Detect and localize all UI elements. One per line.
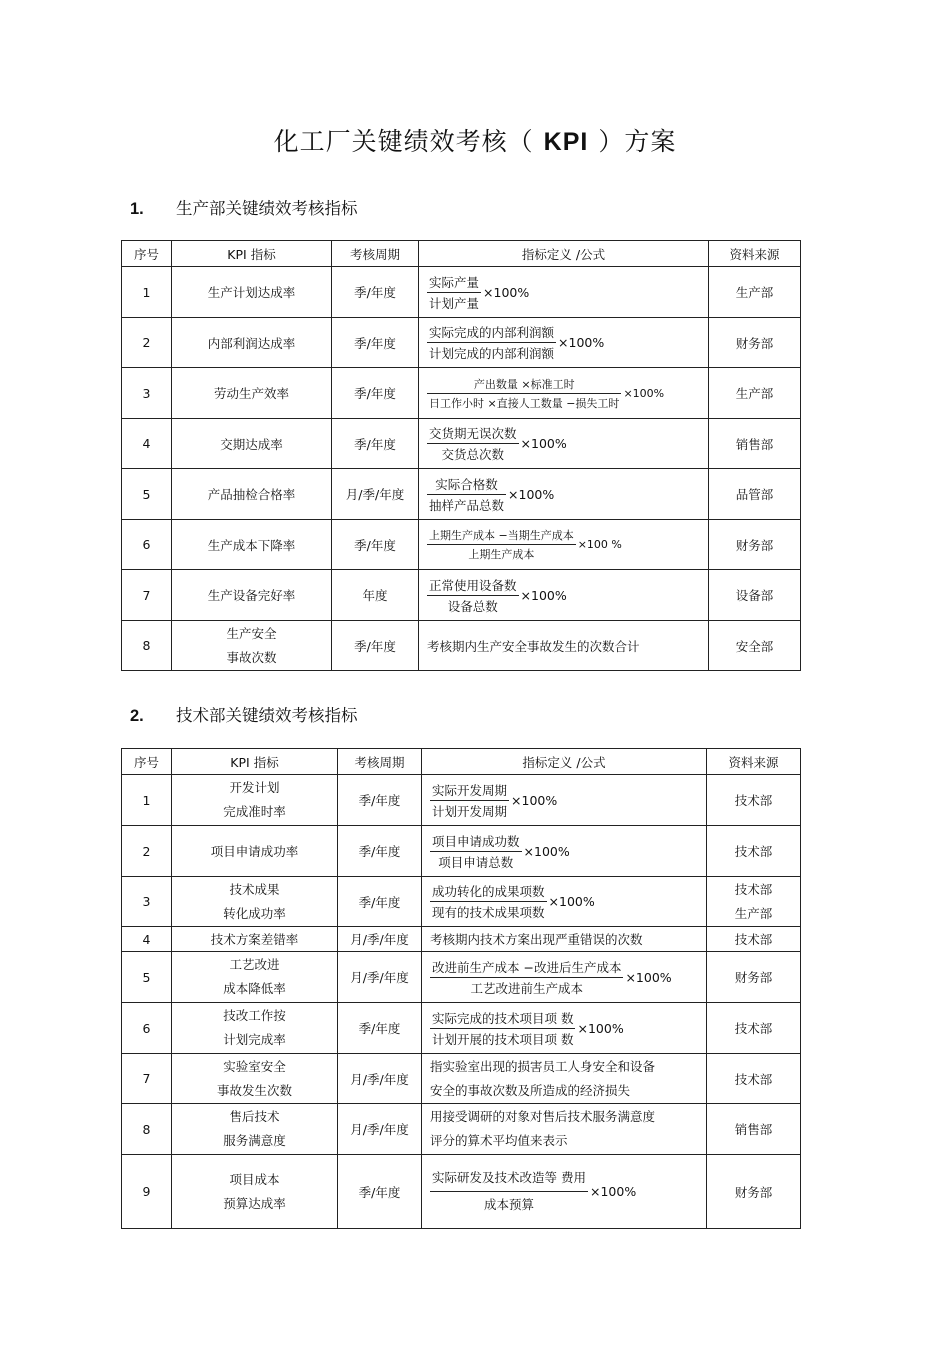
row-no: 8: [122, 621, 172, 671]
kpi-name: [172, 1054, 338, 1104]
kpi-cycle: 季/年度: [338, 775, 422, 826]
kpi-source: 技术部: [707, 1054, 801, 1104]
kpi-formula: [419, 469, 709, 520]
formula-multiplier: ×100%: [623, 386, 665, 400]
kpi-name-line1: 工艺改进: [229, 957, 280, 972]
kpi-name-line2: 事故发生次数: [216, 1082, 292, 1098]
row-no: 6: [122, 1003, 172, 1054]
formula-multiplier: ×100%: [625, 969, 672, 985]
table-row: [122, 621, 801, 671]
formula-denominator: 项目申请总数: [438, 854, 514, 870]
kpi-name: 生产计划达成率: [172, 267, 332, 318]
kpi-definition: [422, 1104, 707, 1155]
kpi-source: 技术部: [707, 775, 801, 826]
formula-denominator: 计划完成的内部利润额: [429, 346, 555, 361]
table-row: [122, 775, 801, 826]
kpi-formula: [422, 1003, 707, 1054]
kpi-cycle: 月/季/年度: [338, 1054, 422, 1104]
formula-multiplier: ×100%: [577, 1020, 624, 1036]
table-row: [122, 570, 801, 621]
kpi-formula: [419, 318, 709, 368]
kpi-cycle: 年度: [332, 570, 419, 621]
kpi-name: 技术方案差错率: [172, 927, 338, 952]
kpi-formula: [422, 952, 707, 1003]
row-no: 1: [122, 775, 172, 826]
kpi-name-line1: 售后技术: [229, 1109, 280, 1124]
row-no: 7: [122, 1054, 172, 1104]
header-no: 序号: [122, 749, 172, 775]
kpi-formula: [422, 1155, 707, 1229]
kpi-source: 财务部: [707, 952, 801, 1003]
formula-denominator: 成本预算: [483, 1197, 534, 1212]
formula-multiplier: ×100 %: [577, 538, 622, 551]
formula-numerator: 成功转化的成果项数: [430, 882, 547, 902]
kpi-source: 设备部: [709, 570, 801, 621]
kpi-name-line1: 生产安全: [226, 625, 277, 641]
kpi-name: [172, 952, 338, 1003]
table-row: [122, 267, 801, 318]
row-no: 1: [122, 267, 172, 318]
header-source: 资料来源: [709, 241, 801, 267]
kpi-cycle: 月/季/年度: [338, 1104, 422, 1155]
kpi-cycle: 季/年度: [338, 826, 422, 877]
kpi-source: 品管部: [709, 469, 801, 520]
kpi-source: 生产部: [709, 267, 801, 318]
row-no: 8: [122, 1104, 172, 1155]
header-source: 资料来源: [707, 749, 801, 775]
kpi-name-line1: 实验室安全: [223, 1058, 286, 1074]
kpi-name-line2: 服务满意度: [223, 1133, 286, 1148]
formula-denominator: 交货总次数: [441, 447, 505, 462]
formula-multiplier: ×100%: [523, 843, 570, 859]
kpi-formula: [419, 419, 709, 469]
formula-denominator: 计划开展的技术项目项 数: [432, 1031, 574, 1047]
kpi-name: [172, 1104, 338, 1155]
table-row: [122, 826, 801, 877]
kpi-formula: [419, 570, 709, 621]
formula-numerator: 上期生产成本 −当期生产成本: [427, 527, 576, 545]
section-number: 1.: [130, 200, 144, 218]
kpi-cycle: 月/季/年度: [332, 469, 419, 520]
formula-denominator: 抽样产品总数: [429, 497, 505, 513]
row-no: 4: [122, 419, 172, 469]
formula-numerator: 实际完成的内部利润额: [427, 323, 556, 343]
table-row: [122, 1155, 801, 1229]
kpi-name: 产品抽检合格率: [172, 469, 332, 520]
formula-multiplier: ×100%: [483, 284, 530, 300]
row-no: 5: [122, 952, 172, 1003]
kpi-source: 技术部: [707, 927, 801, 952]
kpi-cycle: 月/季/年度: [338, 952, 422, 1003]
section-2-heading: [130, 702, 358, 726]
kpi-name: [172, 775, 338, 826]
formula-numerator: 实际研发及技术改造等 费用: [430, 1166, 588, 1192]
formula-multiplier: ×100%: [589, 1184, 637, 1199]
kpi-formula: [422, 877, 707, 927]
kpi-source-line1: 技术部: [734, 881, 773, 897]
table-row: [122, 952, 801, 1003]
title-prefix: 化工厂关键绩效考核（: [273, 127, 534, 156]
kpi-cycle: 季/年度: [338, 1155, 422, 1229]
kpi-formula: [419, 520, 709, 570]
table-row: [122, 419, 801, 469]
definition-line2: 评分的算术平均值来表示: [430, 1133, 568, 1148]
header-cycle: 考核周期: [338, 749, 422, 775]
kpi-source: [707, 877, 801, 927]
kpi-source: 技术部: [707, 826, 801, 877]
kpi-cycle: 季/年度: [332, 520, 419, 570]
kpi-name-line1: 技改工作按: [223, 1008, 286, 1023]
row-no: 3: [122, 368, 172, 419]
kpi-name: [172, 621, 332, 671]
kpi-name-line2: 预算达成率: [223, 1195, 286, 1211]
technology-kpi-table: [121, 748, 801, 1229]
kpi-cycle: 季/年度: [332, 368, 419, 419]
kpi-name-line2: 事故次数: [226, 649, 277, 665]
formula-multiplier: ×100%: [520, 587, 567, 603]
kpi-name: 劳动生产效率: [172, 368, 332, 419]
row-no: 4: [122, 927, 172, 952]
row-no: 2: [122, 318, 172, 368]
kpi-name-line2: 完成准时率: [223, 804, 286, 819]
kpi-formula: [422, 826, 707, 877]
formula-numerator: 实际开发周期: [430, 781, 509, 801]
header-definition: 指标定义 /公式: [419, 241, 709, 267]
section-number: 2.: [130, 707, 144, 725]
section-1-heading: [130, 195, 358, 219]
kpi-source: 技术部: [707, 1003, 801, 1054]
formula-numerator: 交货期无误次数: [427, 424, 519, 444]
header-definition: 指标定义 /公式: [422, 749, 707, 775]
kpi-name: 内部利润达成率: [172, 318, 332, 368]
table-row: [122, 469, 801, 520]
kpi-name: [172, 877, 338, 927]
formula-numerator: 产出数量 ×标准工时: [427, 376, 621, 394]
table-header-row: [122, 241, 801, 267]
kpi-name: 交期达成率: [172, 419, 332, 469]
table-row: [122, 318, 801, 368]
kpi-source: 销售部: [707, 1104, 801, 1155]
formula-numerator: 正常使用设备数: [427, 576, 519, 596]
formula-numerator: 项目申请成功数: [430, 832, 522, 852]
kpi-cycle: 季/年度: [332, 621, 419, 671]
table-row: [122, 1104, 801, 1155]
kpi-definition: 考核期内生产安全事故发生的次数合计: [419, 621, 709, 671]
header-cycle: 考核周期: [332, 241, 419, 267]
kpi-name: [172, 1155, 338, 1229]
kpi-source: 财务部: [707, 1155, 801, 1229]
definition-line1: 指实验室出现的损害员工人身安全和设备: [430, 1058, 656, 1074]
header-kpi: KPI 指标: [172, 749, 338, 775]
kpi-source: 销售部: [709, 419, 801, 469]
kpi-name-line1: 技术成果: [229, 881, 280, 897]
title-kpi: KPI: [543, 128, 589, 156]
kpi-formula: [422, 775, 707, 826]
kpi-source: 财务部: [709, 318, 801, 368]
table-row: [122, 368, 801, 419]
kpi-cycle: 季/年度: [332, 419, 419, 469]
section-title: 生产部关键绩效考核指标: [176, 199, 358, 218]
kpi-name-line1: 开发计划: [229, 780, 280, 795]
kpi-cycle: 季/年度: [338, 877, 422, 927]
formula-multiplier: ×100%: [548, 894, 595, 909]
kpi-cycle: 季/年度: [332, 267, 419, 318]
row-no: 7: [122, 570, 172, 621]
kpi-name: 生产设备完好率: [172, 570, 332, 621]
section-title: 技术部关键绩效考核指标: [176, 706, 358, 725]
kpi-name: 项目申请成功率: [172, 826, 338, 877]
formula-numerator: 实际合格数: [427, 475, 506, 495]
kpi-cycle: 季/年度: [332, 318, 419, 368]
kpi-definition: [422, 1054, 707, 1104]
formula-numerator: 改进前生产成本 −改进后生产成本: [430, 958, 623, 978]
header-no: 序号: [122, 241, 172, 267]
formula-denominator: 上期生产成本: [468, 548, 535, 561]
formula-multiplier: ×100%: [508, 486, 555, 502]
header-kpi: KPI 指标: [172, 241, 332, 267]
table-row: [122, 1003, 801, 1054]
formula-denominator: 设备总数: [447, 598, 498, 614]
row-no: 5: [122, 469, 172, 520]
kpi-name-line1: 项目成本: [229, 1171, 280, 1187]
table-row: [122, 1054, 801, 1104]
title-suffix: ）方案: [598, 127, 677, 156]
kpi-cycle: 季/年度: [338, 1003, 422, 1054]
kpi-formula: [419, 267, 709, 318]
kpi-name-line2: 转化成功率: [223, 905, 286, 921]
row-no: 6: [122, 520, 172, 570]
formula-numerator: 实际产量: [427, 273, 481, 293]
definition-line2: 安全的事故次数及所造成的经济损失: [430, 1082, 631, 1098]
formula-denominator: 工艺改进前生产成本: [470, 980, 583, 996]
kpi-source: 生产部: [709, 368, 801, 419]
kpi-cycle: 月/季/年度: [338, 927, 422, 952]
kpi-formula: [419, 368, 709, 419]
production-kpi-table: [121, 240, 801, 671]
formula-multiplier: ×100%: [520, 436, 567, 451]
table-row: [122, 927, 801, 952]
formula-multiplier: ×100%: [511, 792, 558, 808]
formula-denominator: 计划开发周期: [432, 803, 508, 819]
kpi-source: 安全部: [709, 621, 801, 671]
kpi-source-line2: 生产部: [734, 905, 773, 921]
row-no: 3: [122, 877, 172, 927]
formula-numerator: 实际完成的技术项目项 数: [430, 1009, 575, 1029]
formula-denominator: 日工作小时 ×直接人工数量 −损失工时: [429, 396, 620, 410]
table-row: [122, 520, 801, 570]
formula-multiplier: ×100%: [558, 335, 605, 350]
kpi-source: 财务部: [709, 520, 801, 570]
kpi-name: 生产成本下降率: [172, 520, 332, 570]
kpi-name-line2: 成本降低率: [223, 981, 286, 996]
table-header-row: [122, 749, 801, 775]
row-no: 9: [122, 1155, 172, 1229]
formula-denominator: 计划产量: [429, 295, 480, 311]
kpi-definition: 考核期内技术方案出现严重错误的次数: [422, 927, 707, 952]
row-no: 2: [122, 826, 172, 877]
kpi-name: [172, 1003, 338, 1054]
kpi-name-line2: 计划完成率: [223, 1032, 286, 1047]
definition-line1: 用接受调研的对象对售后技术服务满意度: [430, 1109, 656, 1124]
page-title: [0, 122, 950, 158]
table-row: [122, 877, 801, 927]
formula-denominator: 现有的技术成果项数: [432, 905, 545, 920]
